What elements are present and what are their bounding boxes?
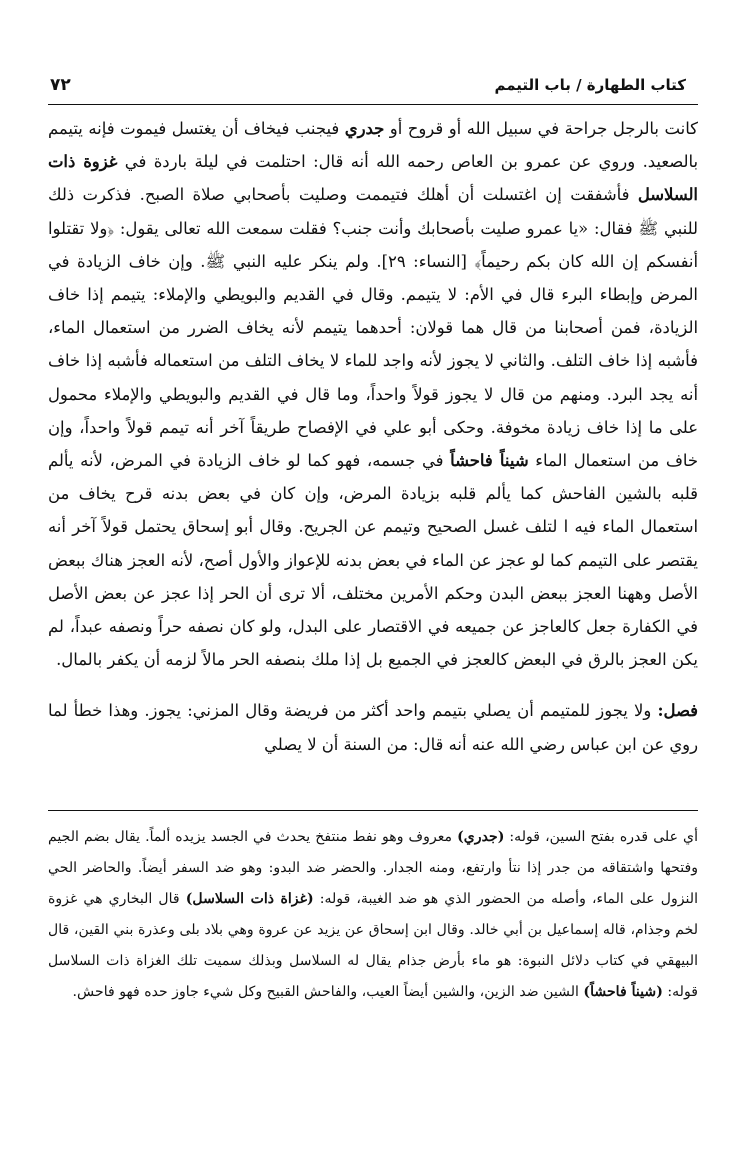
running-header [50,70,686,100]
footnote-term-shaynan: (شيناً فاحشاً) [583,984,663,1000]
term-ghazwat-dhat-al-salasil: غزوة ذات السلاسل [48,152,698,205]
text-run: كانت بالرجل جراحة في سبيل الله أو قروح أو [384,119,698,138]
page-number: ٧٢ [50,75,71,95]
section-label-fasl: فصل: [657,701,698,721]
text-run: فأشفقت إن اغتسلت أن أهلك فتيممت وصليت بأصحابي صلاة الصبح. فذكرت ذلك للنبي ﷺ فقال: «يا عمرو صليت بأصحابك وأنت جنب؟ فقلت سمعت الله تعالى يقول: ﴿ولا تقتلوا أنفسكم إن الله كان بكم رحيماً﴾ [النساء: ٢٩]. ولم ينكر عليه النبي ﷺ. وإن خاف الزيادة في المرض وإبطاء البرء قال في الأم: لا يتيمم. وقال في القديم والبويطي والإملاء: يتيمم إذا خاف الزيادة، فمن أصحابنا من قال هما قولان: أحدهما يتيمم لأنه يخاف الضرر من استعمال الماء، فأشبه إذا خاف التلف. والثاني لا يجوز لأنه واجد للماء لا يخاف التلف من استعماله فأشبه إذا خاف أنه يجد البرد. ومنهم من قال لا يجوز قولاً واحداً، وما قال في القديم والبويطي والإملاء محمول على ما إذا خاف زيادة مخوفة. وحكى أبو علي في الإفصاح طريقاً آخر أنه تيمم قولاً واحداً، وإن خاف من استعمال الماء [48,185,699,471]
footnote-paragraph [48,822,698,1008]
paragraph-1 [48,112,698,676]
text-run: معروف وهو نفط منتفخ يحدث في الجسد يزيده ألماً. يقال بضم الجيم وفتحها واشتقاقه من جدر إذا نتأ وارتفع، ومنه الجدار. والحضر ضد البدو: وهو ضد السفر أيضاً. والحاضر الحي النزول على الماء، وأصله من الحضور الذي هو ضد الغيبة، قوله: [48,829,699,907]
text-run: قال البخاري هي غزوة لخم وجذام، قاله إسماعيل بن أبي خالد. وقال ابن إسحاق عن يزيد عن عروة وهي بلاد بلى وعذرة بني القين، قال البيهقي في كتاب دلائل النبوة: هو ماء بأرض جذام يقال له السلاسل وبذلك سميت تلك الغزاة ذات السلاسل قوله: [48,891,698,1000]
header-divider [48,104,698,105]
paragraph-2 [48,694,698,760]
footnote [48,822,698,1008]
term-shaynan-fahishan: شيناً فاحشاً [450,451,529,471]
paragraph-gap [48,676,698,694]
text-run: فيجنب فيخاف أن يغتسل فيموت فإنه يتيمم بالصعيد. وروي عن عمرو بن العاص رحمه الله أنه قال: احتلمت في ليلة باردة في [48,119,698,172]
term-jadari: جدري [344,119,385,138]
text-run: الشين ضد الزين، والشين أيضاً العيب، والفاحش القبيح وكل شيء جاوز حده فهو فاحش. [72,984,584,1000]
footnote-term-jadari: (جدري) [457,829,505,845]
footnote-divider [48,810,698,811]
text-run: في جسمه، فهو كما لو خاف الزيادة في المرض، لأنه يألم قلبه بالشين الفاحش كما يألم قلبه بزيادة المرض، وإن كان في بعض بدنه قرح يخاف من استعمال الماء فيه ا لتلف غسل الصحيح وتيمم عن الجريح. وقال أبو إسحاق يحتمل قولاً آخر أنه يقتصر على التيمم كما لو عجز عن الماء في بعض بدنه للإعواز والأول أصح، لأنه العجز هناك ببعض الأصل وههنا العجز ببعض البدن وحكم الأمرين مختلف، ألا ترى أن الحر إذا عجز عن بعض الأصل في الكفارة جعل كالعاجز عن جميعه في الاقتصار على البدل، ولو كان نصفه حراً ونصفه عبداً، لم يكن العجز بالرق في البعض كالعجز في الجميع بل إذا ملك بنصفه الحر مالاً لزمه أن يكفر بالمال. [48,451,698,670]
chapter-title: كتاب الطهارة / باب التيمم [494,76,686,94]
text-run: ولا يجوز للمتيمم أن يصلي بتيمم واحد أكثر من فريضة وقال المزني: يجوز. وهذا خطأ لما روي عن ابن عباس رضي الله عنه أنه قال: من السنة أن لا يصلي [48,701,698,754]
main-text [48,112,698,761]
footnote-term-ghazat: (غزاة ذات السلاسل) [185,891,314,907]
text-run: أي على قدره بفتح السين، قوله: [504,829,698,845]
